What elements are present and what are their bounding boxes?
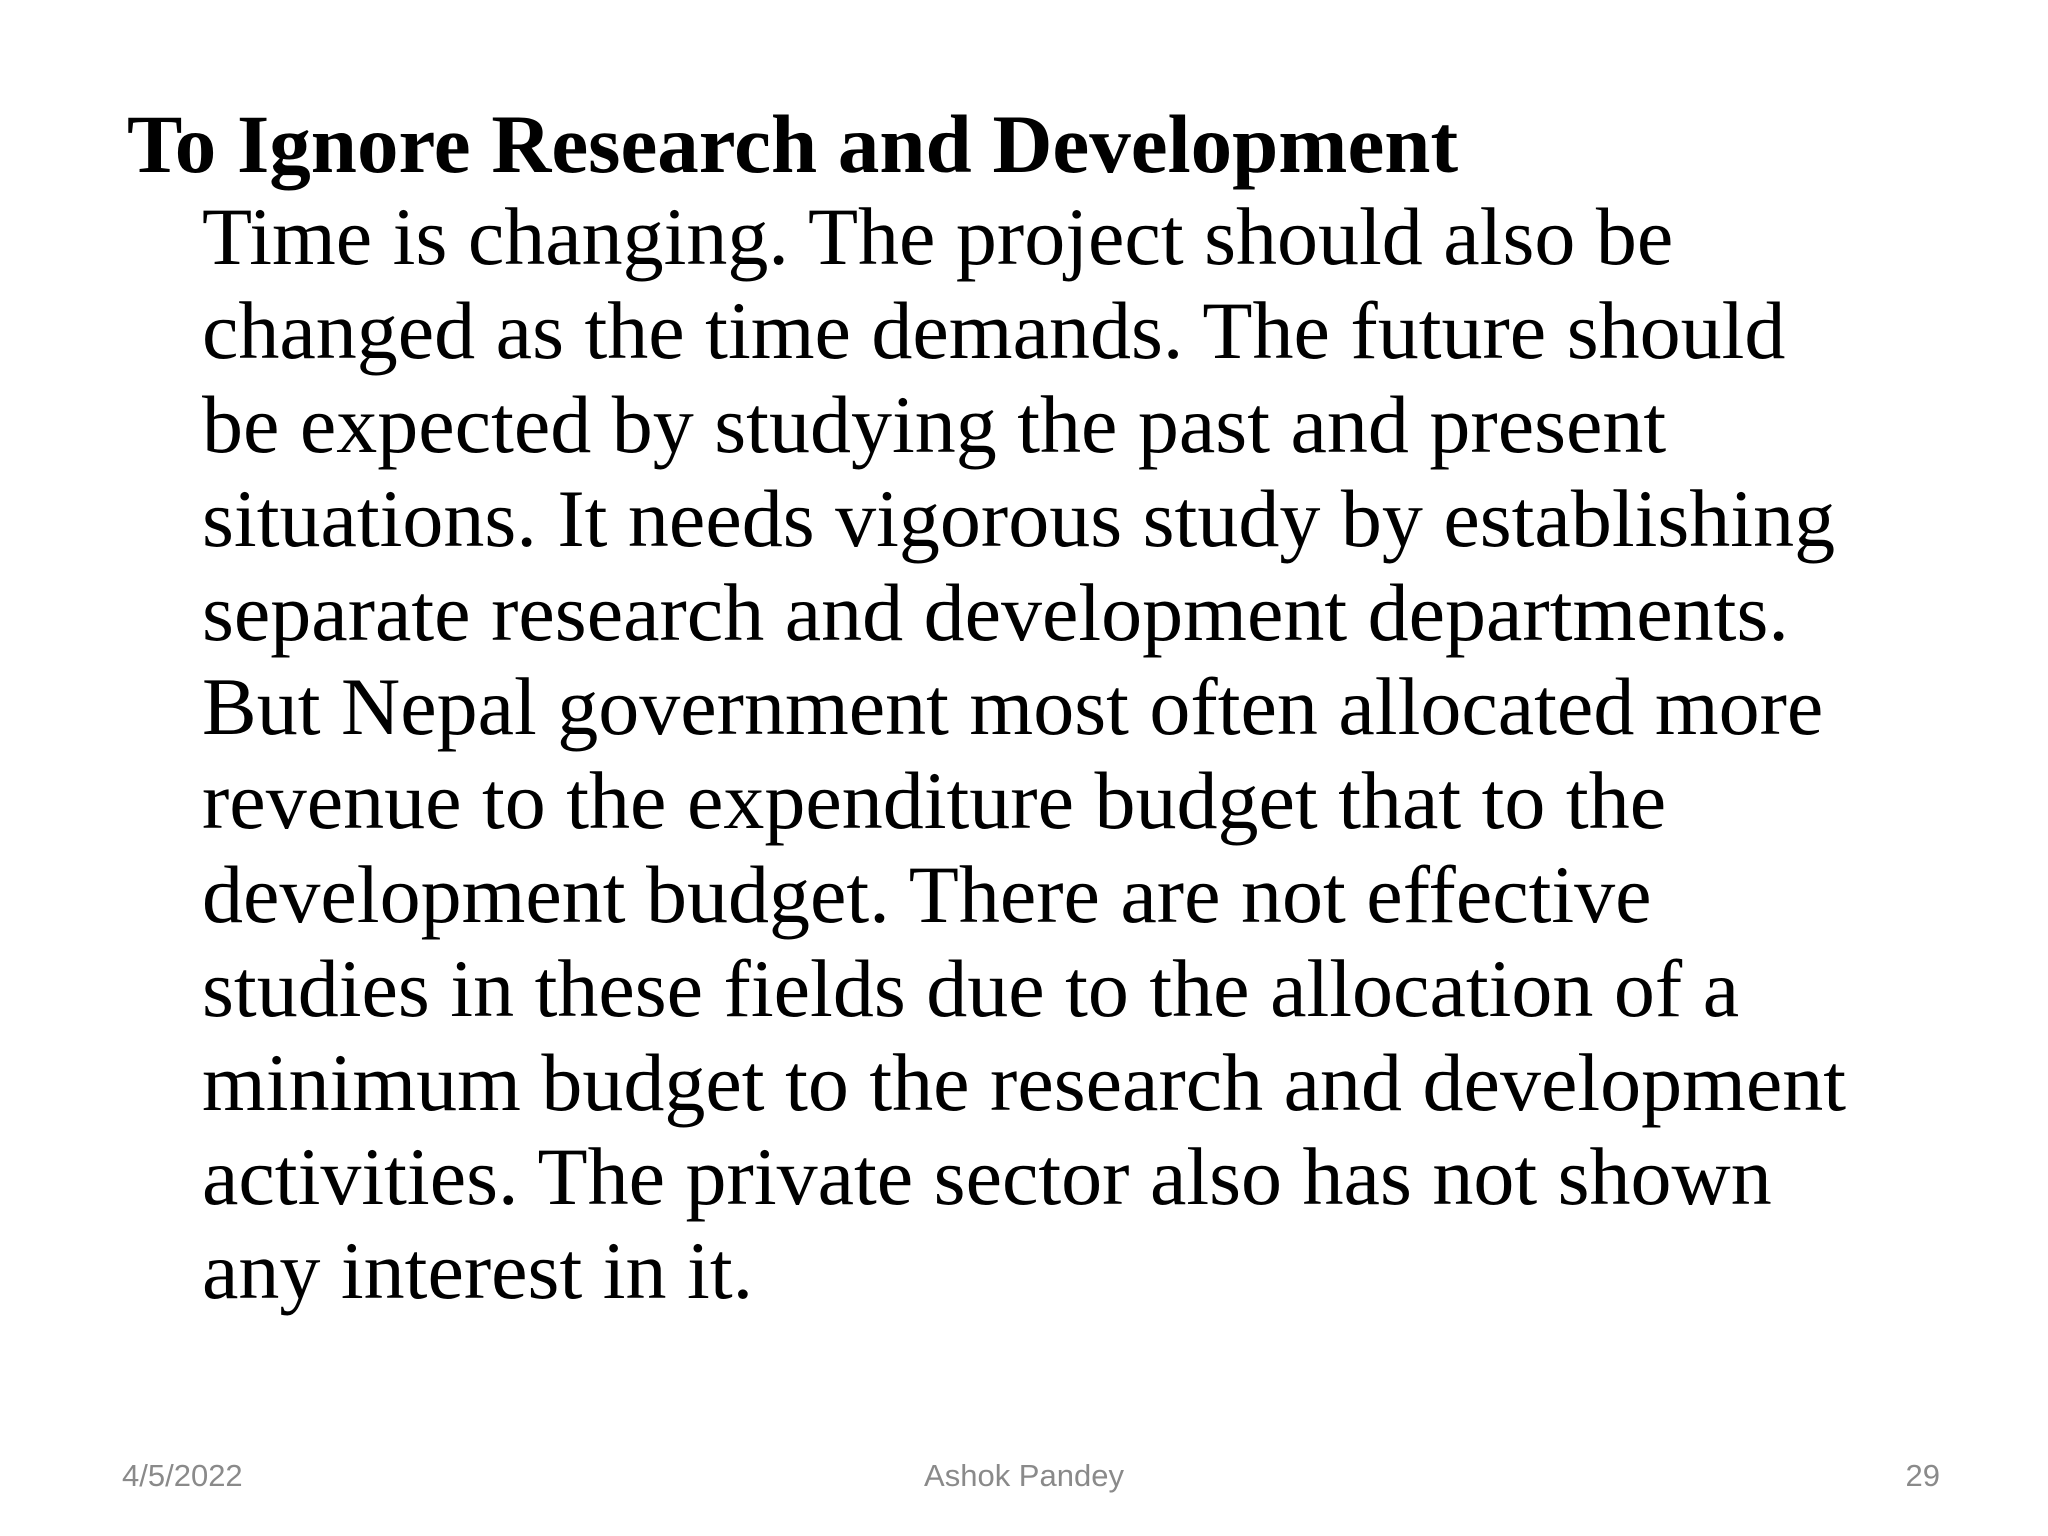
body-line: minimum budget to the research and development [202, 1037, 1847, 1128]
footer-author: Ashok Pandey [924, 1458, 1124, 1493]
body-line: Time is changing. The project should also be [202, 191, 1674, 282]
footer-page-number: 29 [1905, 1458, 1940, 1493]
slide-heading: To Ignore Research and Development [127, 98, 1459, 190]
body-line: activities. The private sector also has not shown [202, 1131, 1772, 1222]
body-line: be expected by studying the past and present [202, 379, 1667, 470]
body-line: studies in these fields due to the allocation of a [202, 943, 1740, 1034]
footer-date: 4/5/2022 [122, 1458, 243, 1493]
body-line: development budget. There are not effective [202, 849, 1652, 940]
body-line: revenue to the expenditure budget that to the [202, 755, 1667, 846]
body-line: any interest in it. [202, 1225, 754, 1316]
body-line: changed as the time demands. The future should [202, 285, 1786, 376]
body-line: separate research and development departments. [202, 567, 1789, 658]
body-line: situations. It needs vigorous study by establishing [202, 473, 1836, 564]
body-line: But Nepal government most often allocated more [202, 661, 1824, 752]
slide-body-paragraph [127, 190, 1977, 1318]
slide-content [127, 98, 2007, 1318]
